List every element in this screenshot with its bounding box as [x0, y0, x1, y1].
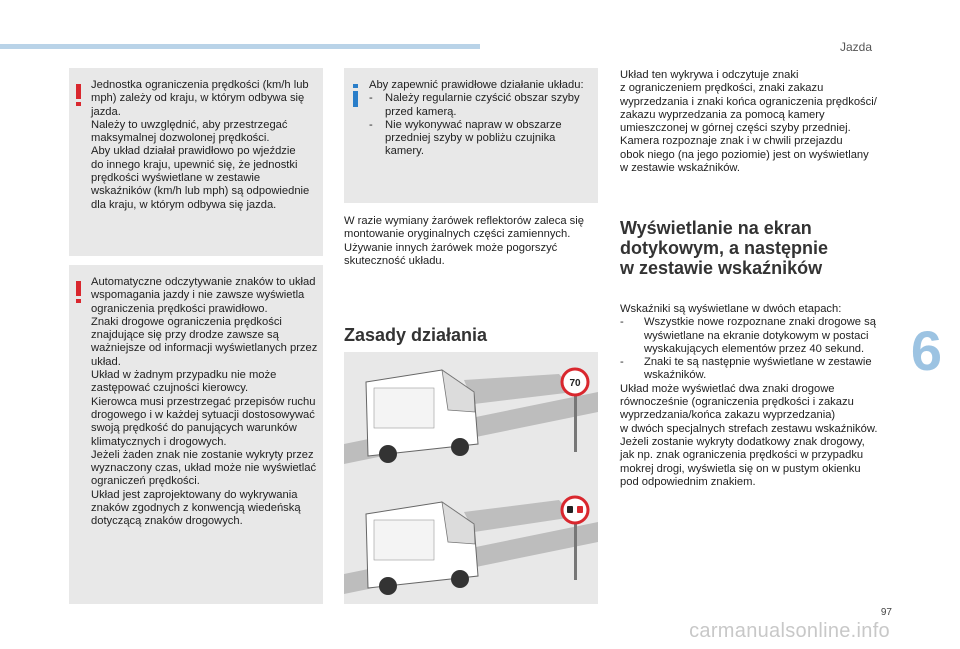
top-accent-bar	[0, 44, 480, 49]
van-sign-drawing	[344, 352, 598, 604]
warning-box-2-text: Automatyczne odczytywanie znaków to układ wspomagania jazdy i nie zawsze wyświetla ograniczenia prędkości prawidłowo. Znaki drogowe ograniczenia prędkości znajdujące się przy drodze zawsze są ważniejsze od informacji wyświetlanych przez układ. Układ w żadnym przypadku nie może zastępować czujności kierowcy. Kierowca musi przestrzegać przepisów ruchu drogowego i w każdej sytuacji dostosowywać swoją prędkość do panujących warunków klimatycznych i drogowych. Jeżeli żaden znak nie zostanie wykryty przez wyznaczony czas, układ może nie wyświetlać ograniczeń prędkości. Układ jest zaprojektowany do wykrywania znaków zgodnych z konwencją wiedeńską dotyczącą znaków drogowych.	[91, 276, 318, 528]
van	[366, 370, 478, 463]
right-body-outro: Układ może wyświetlać dwa znaki drogowe równocześnie (ograniczenia prędkości i zakazu wyprzedzania/końca zakazu wyprzedzania) w dwóch specjalnych strefach zestawu wskaźników. Jeżeli zostanie wykryty dodatkowy znak drogowy, jak np. znak ograniczenia prędkości w przypadku mokrej drogi, wyświetla się on w pustym okienku pod odpowiednim znakiem.	[620, 382, 878, 488]
van	[366, 502, 478, 595]
info-box-content	[369, 79, 597, 159]
section-title: Jazda	[839, 40, 872, 54]
chapter-number: 6	[910, 319, 942, 382]
list-item: - Nie wykonywać napraw w obszarze przedniej szyby w pobliżu czujnika kamery.	[369, 118, 562, 158]
bulb-note: W razie wymiany żarówek reflektorów zaleca się montowanie oryginalnych części zamiennych. Używanie innych żarówek może pogorszyć skuteczność układu.	[344, 215, 584, 267]
list-item: - Wszystkie nowe rozpoznane znaki drogowe są wyświetlane na ekranie dotykowym w postaci wyskakujących elementów przez 40 sekund.	[620, 316, 876, 355]
van-camera-illustration	[344, 352, 598, 604]
warning-box-1-text: Jednostka ograniczenia prędkości (km/h lub mph) zależy od kraju, w którym odbywa się jazda. Należy to uwzględnić, aby przestrzegać maksymalnej dozwolonej prędkości. Aby układ działał prawidłowo po wjeździe do innego kraju, upewnić się, że jednostki prędkości wyświetlane w zestawie wskaźników (km/h lub mph) są odpowiednie dla kraju, w którym odbywa się jazda.	[91, 79, 310, 211]
camera-view-cone	[464, 500, 574, 532]
right-heading: Wyświetlanie na ekran dotykowym, a następnie w zestawie wskaźników	[620, 218, 829, 278]
page-number: 97	[880, 607, 892, 618]
warning-icon	[72, 84, 86, 106]
list-item: - Znaki te są następnie wyświetlane w zestawie wskaźników.	[620, 356, 872, 382]
warning-icon	[72, 281, 86, 303]
info-icon	[351, 84, 361, 108]
watermark: carmanualsonline.info	[689, 620, 890, 642]
right-body-intro: Wskaźniki są wyświetlane w dwóch etapach:	[620, 303, 842, 315]
info-box-intro: Aby zapewnić prawidłowe działanie układu:	[369, 79, 584, 91]
right-intro-text: Układ ten wykrywa i odczytuje znaki z ograniczeniem prędkości, znaki zakazu wyprzedzania i znaki końca ograniczenia prędkości/ zakazu wyprzedzania za pomocą kamery umieszczonej w górnej części szyby przedniej. Kamera rozpoznaje znak i w chwili przejazdu obok niego (na jego poziomie) jest on wyświetlany w zestawie wskaźników.	[620, 69, 877, 175]
speed-limit-value: 70	[569, 378, 581, 389]
right-body	[620, 303, 882, 489]
list-item: - Należy regularnie czyścić obszar szyby przed kamerą.	[369, 92, 580, 118]
section-heading: Zasady działania	[344, 325, 488, 345]
camera-view-cone	[464, 374, 574, 404]
